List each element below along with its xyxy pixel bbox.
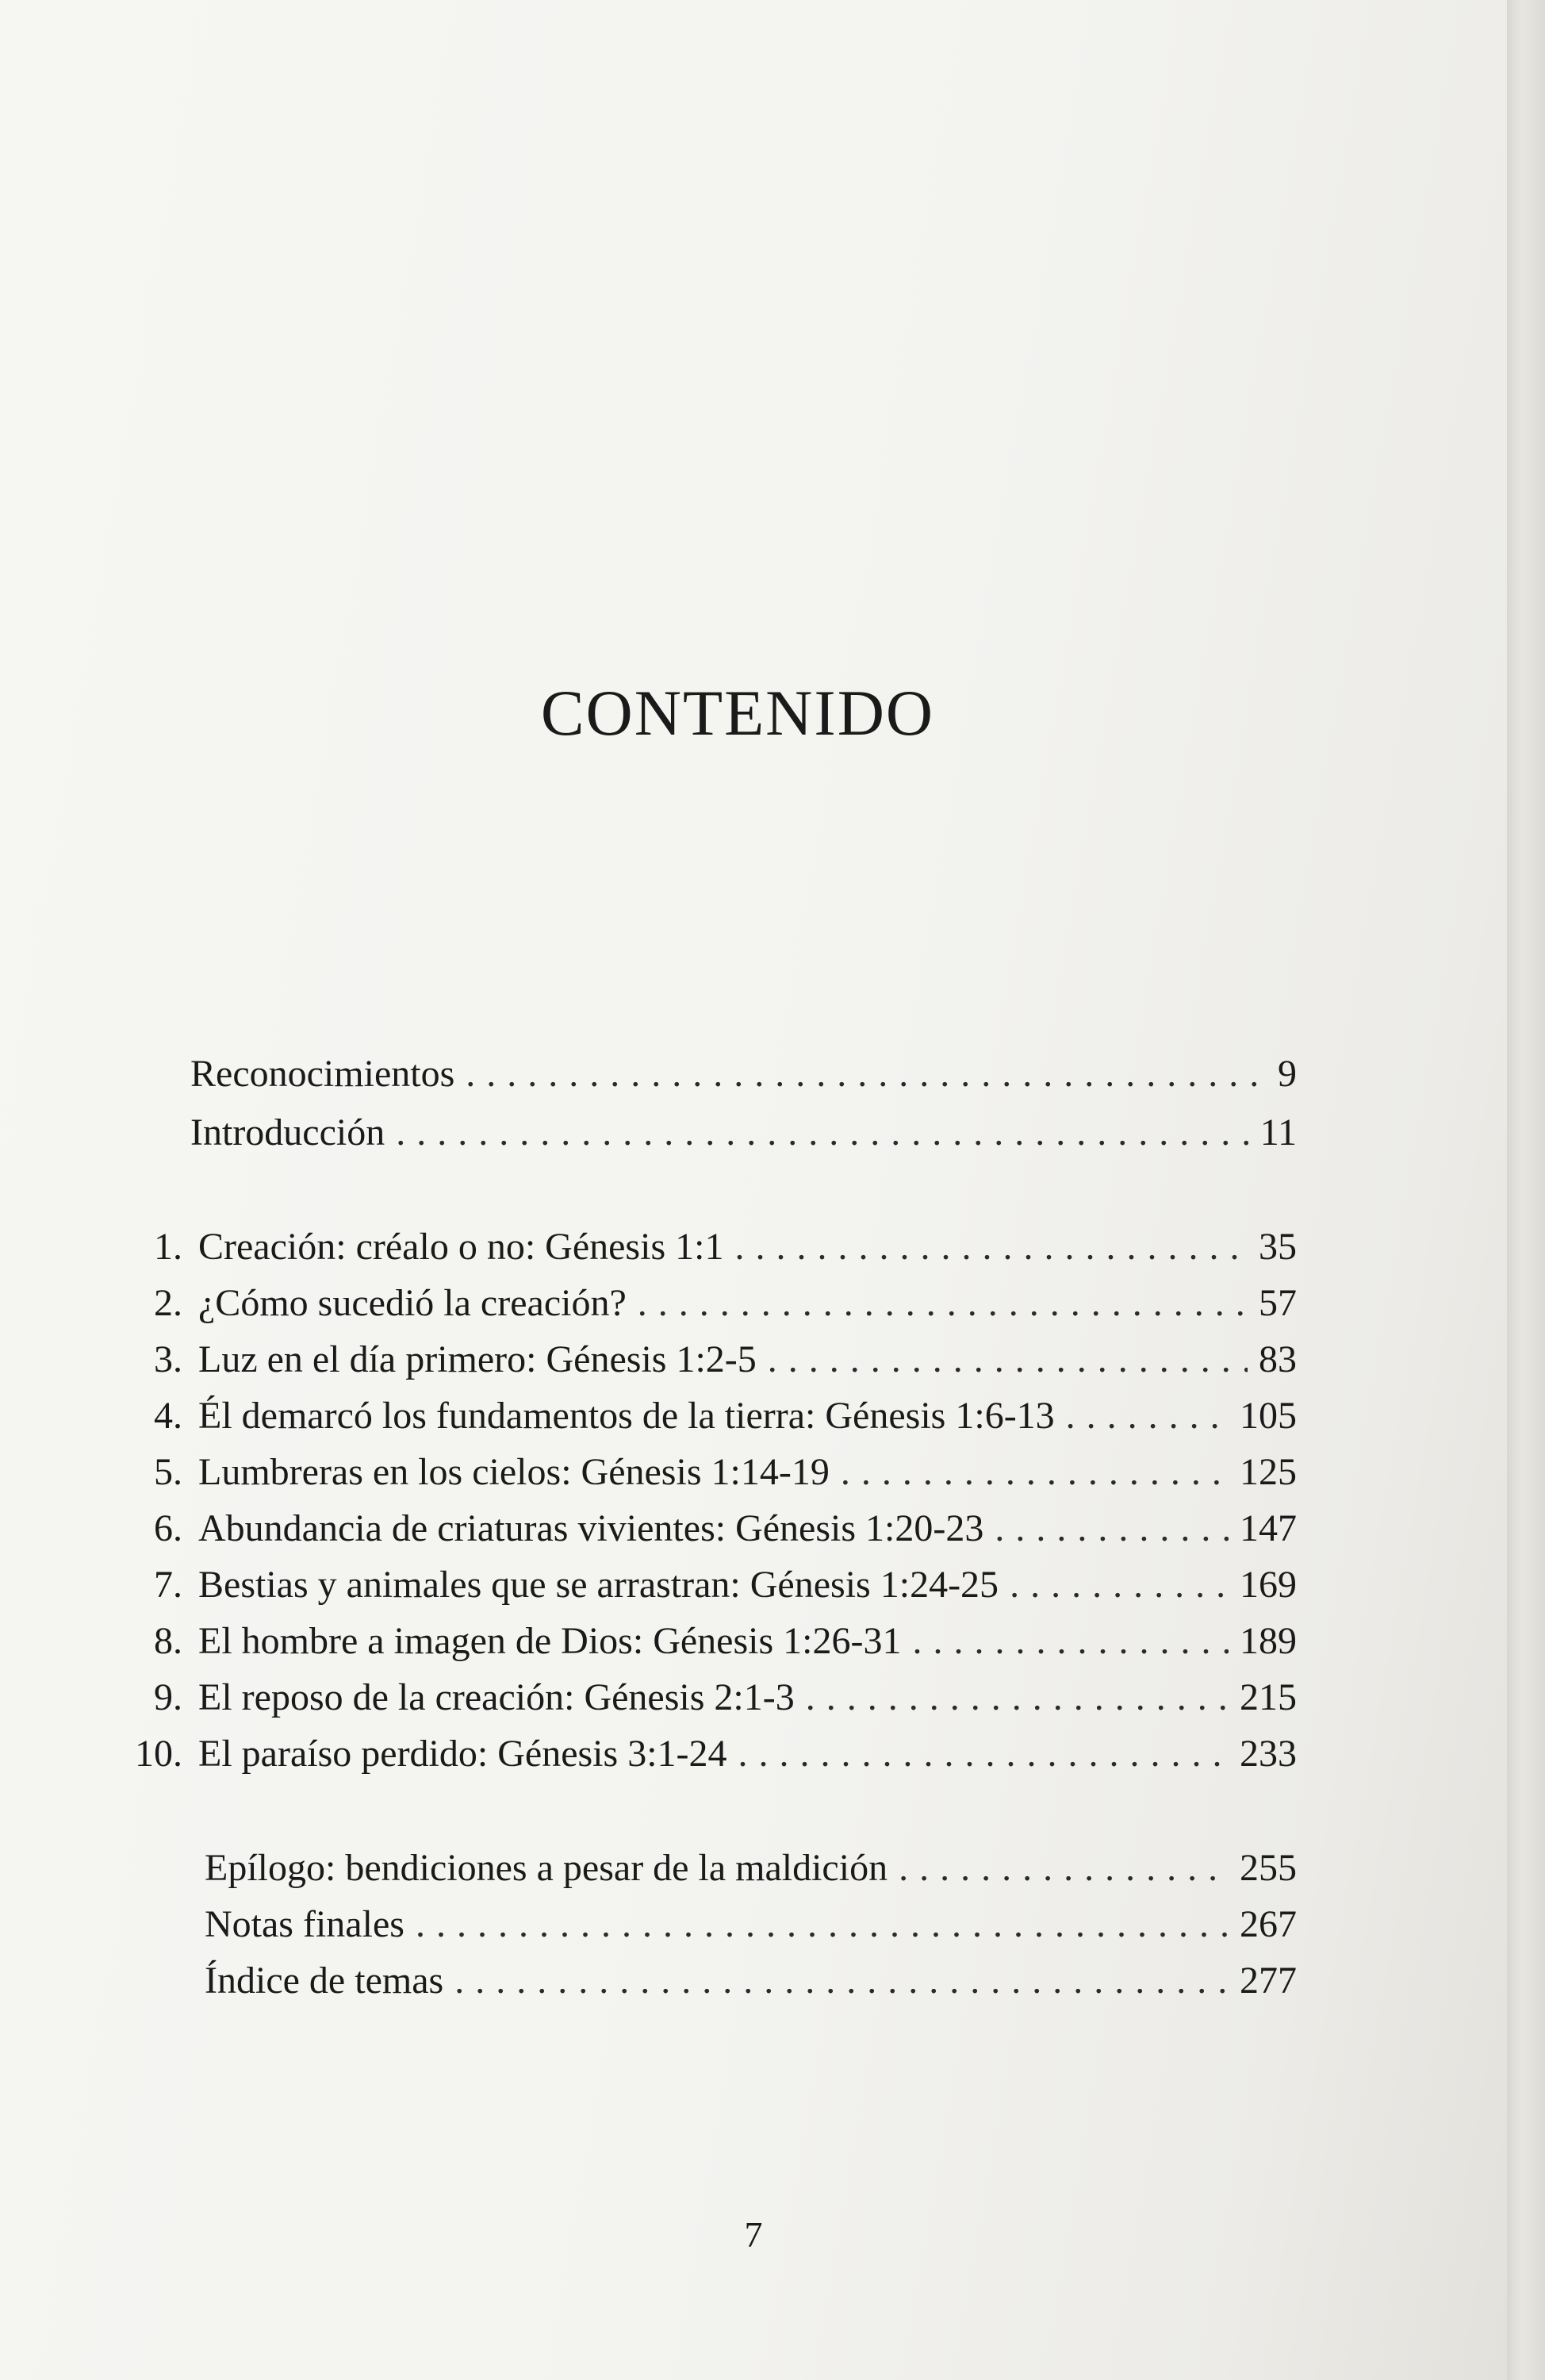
toc-entry-page: 255 <box>1240 1847 1297 1889</box>
dot-leader <box>638 1280 1248 1327</box>
toc-entry-label: El hombre a imagen de Dios: Génesis 1:26-31 <box>198 1620 902 1662</box>
toc-entry-chapter <box>154 1392 1297 1440</box>
toc-entry-page: 169 <box>1240 1564 1297 1606</box>
dot-leader <box>912 1618 1229 1665</box>
toc-entry-chapter <box>154 1561 1297 1609</box>
toc-entry-page: 277 <box>1240 1960 1297 2002</box>
chapter-number: 1. <box>154 1226 182 1268</box>
dot-leader <box>899 1844 1229 1892</box>
chapter-number: 3. <box>154 1338 182 1380</box>
dot-leader <box>466 1050 1267 1098</box>
toc-entry-label: Bestias y animales que se arrastran: Génesis 1:24-25 <box>198 1564 999 1606</box>
dot-leader <box>454 1957 1229 2005</box>
toc-entry-front <box>190 1050 1297 1098</box>
toc-entry-page: 267 <box>1240 1903 1297 1945</box>
toc-entry-chapter <box>154 1449 1297 1496</box>
toc-entry-label: Reconocimientos <box>190 1053 455 1095</box>
dot-leader <box>841 1449 1229 1496</box>
chapter-number: 2. <box>154 1282 182 1324</box>
chapter-number: 4. <box>154 1395 182 1437</box>
toc-entry-label: El reposo de la creación: Génesis 2:1-3 <box>198 1676 795 1718</box>
chapter-number: 9. <box>154 1676 182 1718</box>
toc-entry-label: Abundancia de criaturas vivientes: Génesis 1:20-23 <box>198 1507 984 1549</box>
toc-entry-page: 125 <box>1240 1451 1297 1493</box>
toc-entry-page: 147 <box>1240 1507 1297 1549</box>
toc-entry-page: 233 <box>1240 1733 1297 1775</box>
toc-entry-label: Notas finales <box>205 1903 404 1945</box>
dot-leader <box>734 1223 1248 1271</box>
dot-leader <box>416 1901 1229 1948</box>
dot-leader <box>995 1505 1229 1553</box>
toc-entry-chapter <box>154 1280 1297 1327</box>
dot-leader <box>806 1674 1229 1722</box>
dot-leader <box>396 1109 1249 1157</box>
toc-entry-page: 9 <box>1278 1053 1297 1095</box>
toc-entry-chapter <box>154 1618 1297 1665</box>
toc-entry-label: Luz en el día primero: Génesis 1:2-5 <box>198 1338 757 1380</box>
toc-entry-label: Creación: créalo o no: Génesis 1:1 <box>198 1226 724 1268</box>
page-number: 7 <box>744 2214 763 2255</box>
toc-entry-page: 215 <box>1240 1676 1297 1718</box>
toc-entry-chapter <box>154 1505 1297 1553</box>
toc-entry-label: El paraíso perdido: Génesis 3:1-24 <box>198 1733 727 1775</box>
toc-entry-label: Él demarcó los fundamentos de la tierra: Génesis 1:6-13 <box>198 1395 1055 1437</box>
toc-entry-label: Lumbreras en los cielos: Génesis 1:14-19 <box>198 1451 830 1493</box>
dot-leader <box>1066 1392 1229 1440</box>
toc-entry-page: 35 <box>1259 1226 1297 1268</box>
toc-entry-back <box>205 1957 1297 2005</box>
chapter-number: 10. <box>135 1733 182 1775</box>
chapter-number: 8. <box>154 1620 182 1662</box>
toc-entry-page: 11 <box>1259 1111 1297 1154</box>
dot-leader <box>1010 1561 1229 1609</box>
toc-entry-chapter <box>135 1730 1297 1778</box>
chapter-number: 6. <box>154 1507 182 1549</box>
toc-entry-label: Índice de temas <box>205 1960 444 2002</box>
toc-entry-page: 189 <box>1240 1620 1297 1662</box>
toc-entry-label: Epílogo: bendiciones a pesar de la maldición <box>205 1847 888 1889</box>
toc-entry-chapter <box>154 1223 1297 1271</box>
toc-entry-page: 57 <box>1259 1282 1297 1324</box>
toc-entry-chapter <box>154 1674 1297 1722</box>
toc-entry-label: ¿Cómo sucedió la creación? <box>198 1282 627 1324</box>
dot-leader <box>768 1336 1248 1384</box>
page-title: CONTENIDO <box>540 677 935 749</box>
toc-entry-front <box>190 1109 1297 1157</box>
toc-entry-page: 105 <box>1240 1395 1297 1437</box>
toc-entry-back <box>205 1901 1297 1948</box>
toc-entry-page: 83 <box>1259 1338 1297 1380</box>
toc-entry-label: Introducción <box>190 1111 385 1154</box>
toc-entry-back <box>205 1844 1297 1892</box>
chapter-number: 5. <box>154 1451 182 1493</box>
chapter-number: 7. <box>154 1564 182 1606</box>
toc-entry-chapter <box>154 1336 1297 1384</box>
dot-leader <box>738 1730 1229 1778</box>
